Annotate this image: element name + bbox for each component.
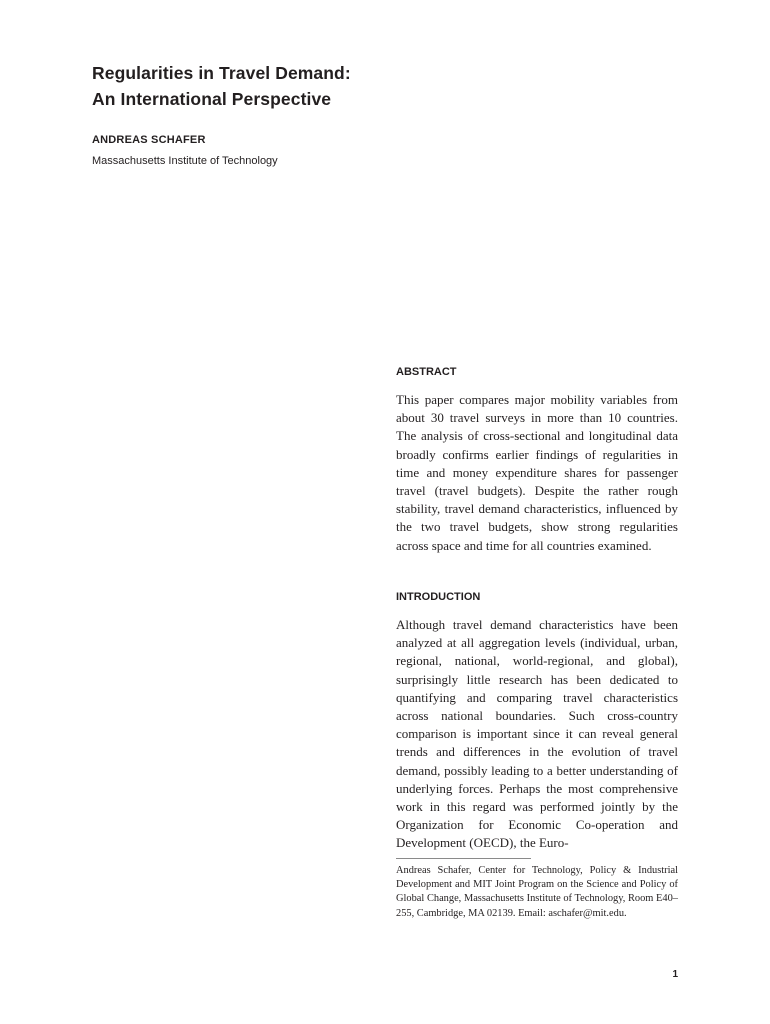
introduction-text: Although travel demand characteristics have been analyzed at all aggregation levels (individual, urban, regional, national, world-regional, and global), surprisingly little research has been dedicated to quantifying and comparing travel characteristics across national boundaries. Such cross-country comparison is important since it can reveal general trends and differences in the evolution of travel demand, possibly leading to a better understanding of underlying forces. Perhaps the most comprehensive work in this regard was performed jointly by the Organization for Economic Co-operation and Development (OECD), the Euro- [396,617,678,851]
paper-title-line-2: An International Perspective [92,89,332,109]
paper-title-line-1: Regularities in Travel Demand: [92,63,351,83]
abstract-heading: ABSTRACT [396,366,457,378]
abstract-section [396,365,678,555]
author-affiliation: Massachusetts Institute of Technology [92,155,278,167]
introduction-heading: INTRODUCTION [396,591,481,603]
paper-title [92,60,351,112]
footnote-divider [396,858,531,859]
introduction-section [396,590,678,853]
page-number: 1 [672,969,678,980]
author-name: ANDREAS SCHAFER [92,134,206,146]
abstract-text: This paper compares major mobility variables from about 30 travel surveys in more than 10 countries. The analysis of cross-sectional and longitudinal data broadly confirms earlier findings of regularities in time and money expenditure shares for passenger travel (travel budgets). Despite the rather rough stability, travel demand characteristics, influenced by the two travel budgets, show strong regularities across space and time for all countries examined. [396,392,678,553]
author-footnote: Andreas Schafer, Center for Technology, Policy & Industrial Development and MIT Joint Program on the Science and Policy of Global Change, Massachusetts Institute of Technology, Room E40–255, Cambridge, MA 02139. Email: aschafer@mit.edu. [396,865,678,919]
